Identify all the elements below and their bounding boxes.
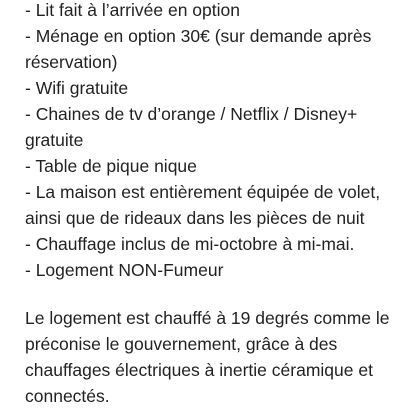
amenity-cleaning: - Ménage en option 30€ (sur demande après réservation)	[25, 26, 372, 72]
amenity-tv-channels: - Chaines de tv d’orange / Netflix / Disney+ gratuite	[25, 104, 358, 150]
amenities-list	[25, 0, 417, 283]
amenity-picnic-table: - Table de pique nique	[25, 156, 197, 176]
amenity-shutters-curtains: - La maison est entièrement équipée de volet, ainsi que de rideaux dans les pièces de nuit	[25, 182, 381, 228]
amenity-wifi: - Wifi gratuite	[25, 78, 129, 98]
amenity-bed-linen: - Lit fait à l’arrivée en option	[25, 0, 240, 20]
amenity-heating: - Chauffage inclus de mi-octobre à mi-mai.	[25, 234, 355, 254]
heating-paragraph: Le logement est chauffé à 19 degrés comme le préconise le gouvernement, grâce à des chauffages électriques à inertie céramique et connectés.	[25, 308, 390, 406]
amenity-non-smoking: - Logement NON-Fumeur	[25, 260, 224, 280]
